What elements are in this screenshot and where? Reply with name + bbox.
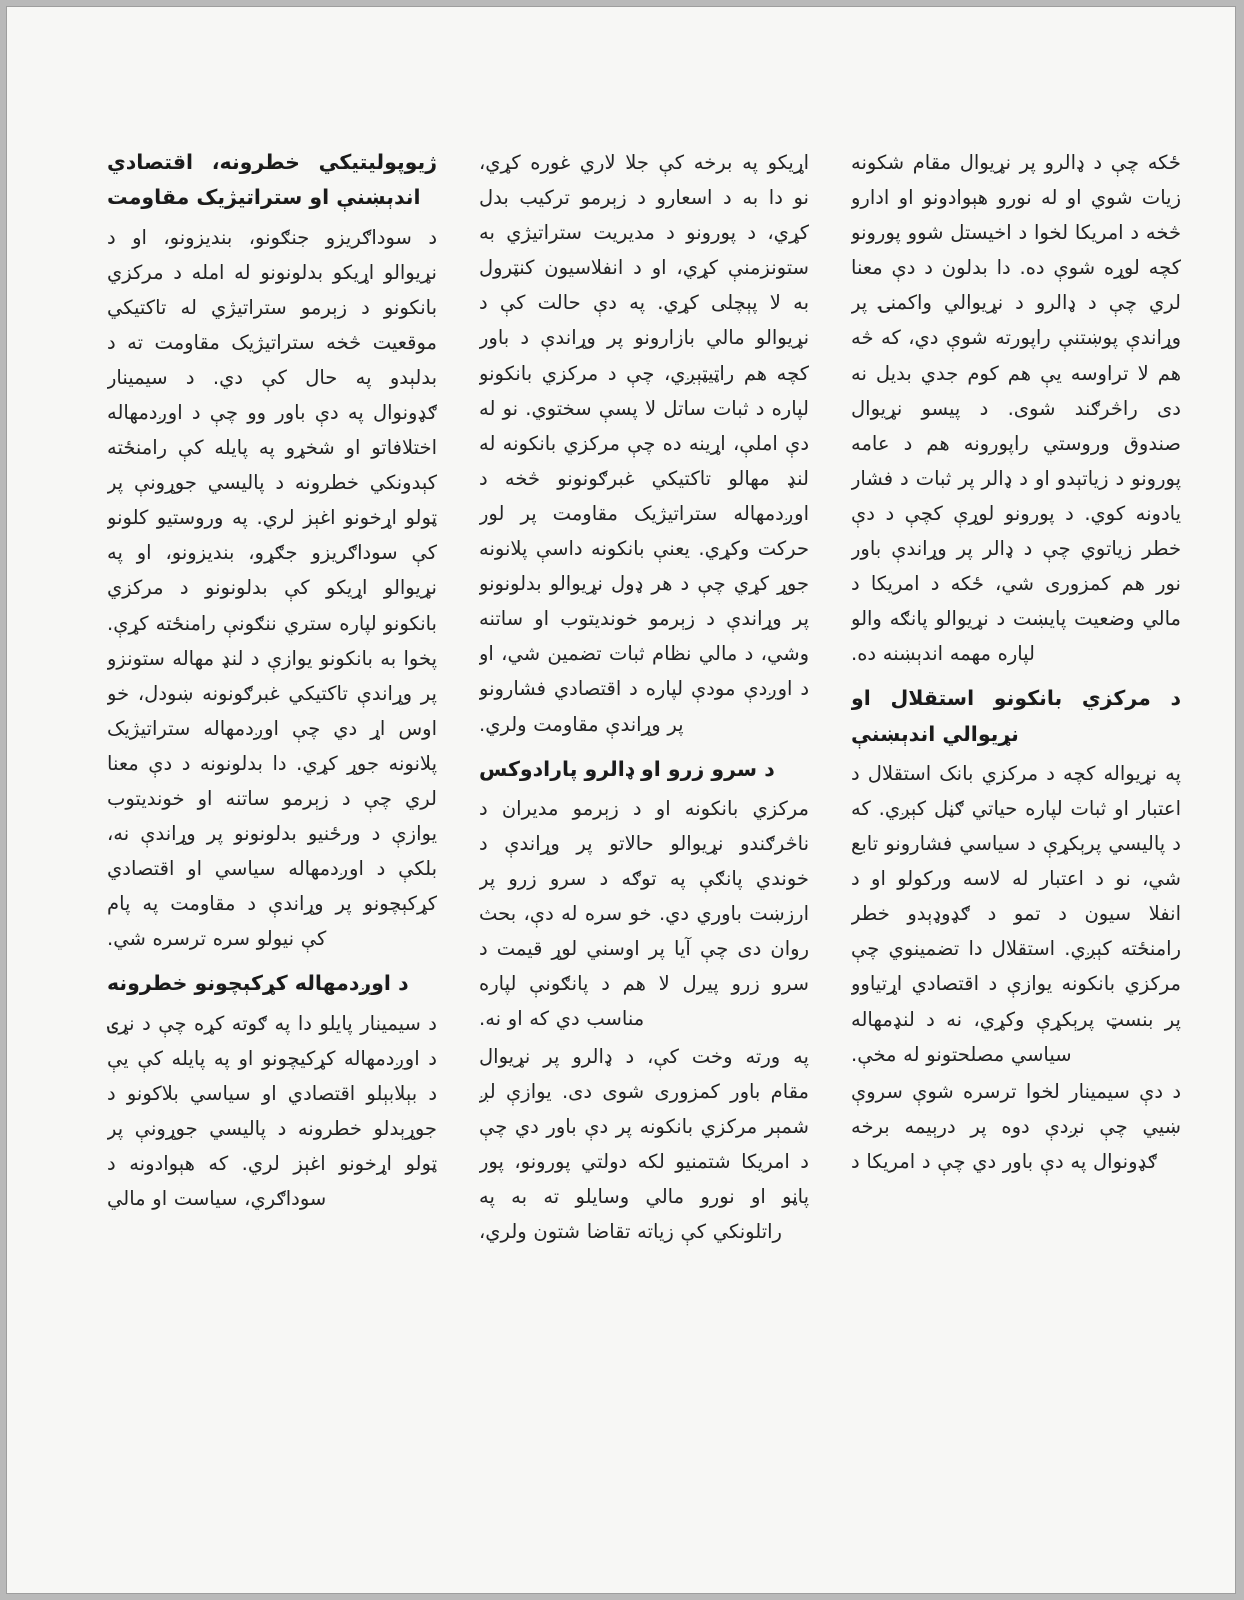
paragraph-left-2: په نړیواله کچه د مرکزي بانک استقلال د اعتبار او ثبات لپاره حیاتي ګڼل کېږي. که د پالیسي پرېکړې د سیاسي فشارونو تابع شي، نو د اعتبار له لاسه ورکولو او د انفلا سیون د تمو د ګډوډېدو خطر رامنځته کېږي. استقلال دا تضمینوي چې مرکزي بانکونه یوازې د اقتصادي اړتیاوو پر بنسټ پرېکړې وکړي، نه د لنډمهاله سیاسي مصلحتونو له مخې. bbox=[851, 761, 1181, 1066]
column-middle bbox=[479, 145, 809, 1475]
paragraph-left-3: د دې سیمینار لخوا ترسره شوې سروې ښیي چې نږدې دوه پر درېیمه برخه ګډونوال په دې باور دي چې د امریکا د bbox=[851, 1079, 1181, 1173]
paragraph-left-1: ځکه چې د ډالرو پر نړیوال مقام شکونه زیات شوي او له نورو هېوادونو او ادارو څخه د امریکا لخوا د اخیستل شوو پورونو کچه لوړه شوې ده. دا بدلون د دې معنا لري چې د ډالرو د نړیوالي واکمنۍ پر وړاندې پوښتنې راپورته شوې دي، که څه هم لا تراوسه یې هم کوم جدي بدیل نه دی راڅرګند شوی. د پیسو نړیوال صندوق وروستي راپورونه هم د عامه پورونو د زیاتېدو او د ډالر پر ثبات د فشار یادونه کوي. د پورونو لوړې کچې د دې خطر زیاتوي چې د ډالر پر وړاندې باور نور هم کمزوری شي، ځکه د امریکا د مالي وضعیت پایښت د نړیوالو پانګه والو لپاره مهمه اندېښنه ده. bbox=[851, 151, 1181, 666]
article-columns bbox=[7, 145, 1235, 1475]
column-left bbox=[851, 145, 1181, 1475]
section-heading-gold-dollar-paradox: د سرو زرو او ډالرو پارادوکس bbox=[479, 756, 775, 781]
section-heading-long-term-crisis-risks: د اوږدمهاله کړکېچونو خطرونه bbox=[107, 971, 409, 996]
paragraph-middle-1: اړیکو په برخه کې جلا لاري غوره کړي، نو دا به د اسعارو د زېرمو ترکیب بدل کړي، د پورونو د مدیریت ستراتیژي به ستونزمنې کړي، او د انفلاسیون کنټرول به لا پېچلی کړي. په دې حالت کې د نړیوالو مالي بازارونو پر وړاندې د باور کچه هم راټیټېږي، چې د مرکزي بانکونو لپاره د ثبات ساتل لا پسې سختوي. نو له دې املې، اړینه ده چې مرکزي بانکونه له لنډ مهالو تاکتیکي غبرګونونو څخه د اوږدمهاله ستراتیژیک مقاومت پر لور حرکت وکړي. یعنې بانکونه داسې پلانونه جوړ کړي چې د هر ډول نړیوالو بدلونونو پر وړاندې د زېرمو خوندیتوب او ساتنه وشي، د مالي نظام ثبات تضمین شي، او د اوږدې مودې لپاره د اقتصادي فشارونو پر وړاندې مقاومت ولري. bbox=[479, 151, 809, 736]
section-heading-central-bank-independence: د مرکزي بانکونو استقلال او نړیوالي اندېښنې bbox=[851, 686, 1181, 746]
document-page bbox=[6, 6, 1236, 1594]
column-right bbox=[107, 145, 437, 1475]
paragraph-right-2: د سیمینار پایلو دا په ګوته کړه چې د نړۍ د اوږدمهاله کړکیچونو او په پایله کې یې د بېلابېلو اقتصادي او سیاسي بلاکونو د جوړېدلو خطرونه د پالیسي جوړونې پر ټولو اړخونو اغېز لري. که هېوادونه د سوداګري، سیاست او مالي bbox=[107, 1011, 437, 1211]
paragraph-middle-2: مرکزي بانکونه او د زېرمو مدیران د ناڅرګندو نړیوالو حالاتو پر وړاندې د خوندي پانګې په توګه د سرو زرو پر ارزښت باوري دي. خو سره له دې، بحث روان دی چې آیا پر اوسني لوړ قیمت د سرو زرو پیرل لا هم د پانګونې لپاره مناسب دي که او نه. bbox=[479, 796, 809, 1031]
paragraph-right-1: د سوداګریزو جنګونو، بندیزونو، او د نړیوالو اړیکو بدلونونو له امله د مرکزي بانکونو د زېرمو ستراتیژي له تاکتیکي موقعیت څخه ستراتیژیک مقاومت ته د بدلېدو په حال کې دي. د سیمینار ګډونوال په دې باور وو چې د اوږدمهاله اختلافاتو او شخړو په پایله کې رامنځته کېدونکي خطرونه د پالیسي جوړونې پر ټولو اړخونو اغېز لري. په وروستیو کلونو کې سوداګریزو جګړو، بندیزونو، او په نړیوالو اړیکو کې بدلونونو د مرکزي بانکونو لپاره ستري ننګونې رامنځته کړې. پخوا به بانکونو یوازې د لنډ مهاله ستونزو پر وړاندې تاکتیکي غبرګونونه ښودل، خو اوس اړ دي چې اوږدمهاله ستراتیژیک پلانونه جوړ کړي. دا بدلونونه د دې معنا لري چې د زېرمو ساتنه او خوندیتوب یوازې د ورځنیو بدلونونو پر وړاندې نه، بلکې د اوږدمهاله سیاسي او اقتصادي کړکېچونو پر وړاندې د مقاومت په پام کې نیولو سره ترسره شي. bbox=[107, 225, 437, 951]
paragraph-middle-3: په ورته وخت کې، د ډالرو پر نړیوال مقام باور کمزوری شوی دی. یوازې لږ شمېر مرکزي بانکونه پر دې باور دي چې د امریکا شتمنیو لکه دولتي پورونو، پور پاڼو او نورو مالي وسایلو ته به په راتلونکي کې زیاته تقاضا شتون ولري، bbox=[479, 1044, 809, 1243]
section-heading-geopolitical-risks: ژیوپولیتیکي خطرونه، اقتصادي اندېښنې او ستراتیژیک مقاومت bbox=[107, 150, 437, 210]
